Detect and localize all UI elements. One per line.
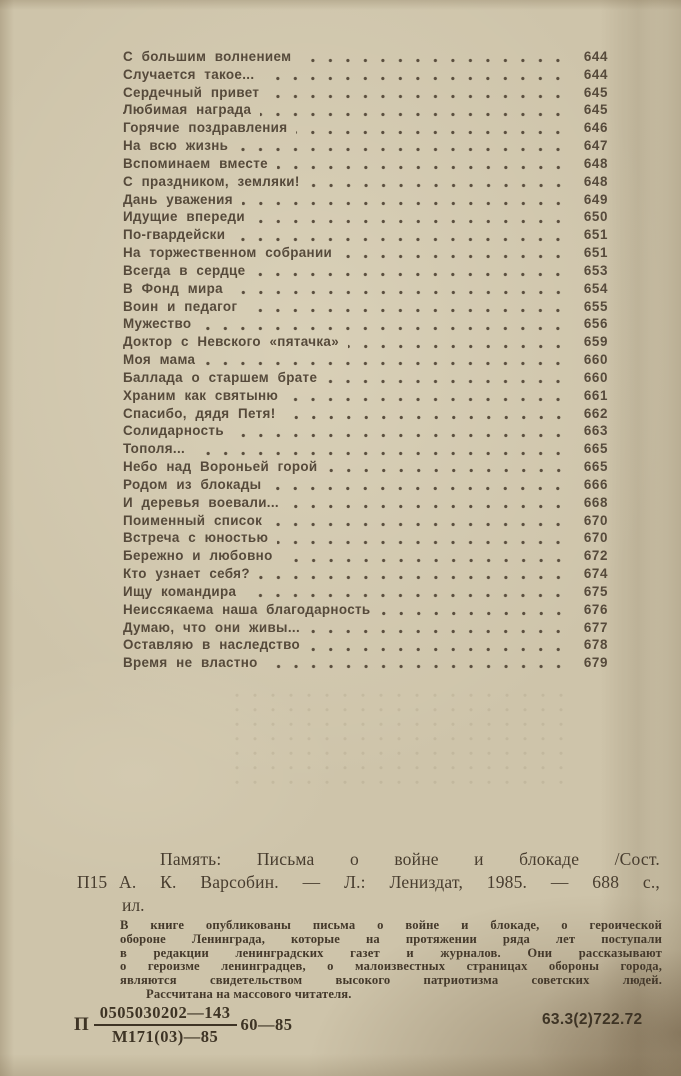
toc-entry-title: Небо над Вороньей горой <box>123 459 318 475</box>
toc-entry-page: 648 <box>583 173 608 189</box>
dot-leader <box>254 272 569 277</box>
dot-leader <box>245 593 569 598</box>
toc-entry-title: Поименный список <box>123 512 263 528</box>
toc-entry-page: 670 <box>583 512 608 528</box>
bibliography-title-line: Память: Письма о войне и блокаде /Сост. <box>160 849 660 869</box>
toc-entry-title: Вспоминаем вместе <box>123 155 268 171</box>
toc-entry-title: Всегда в сердце <box>123 262 246 278</box>
dot-leader <box>300 58 569 63</box>
toc-entry-page: 645 <box>583 102 608 118</box>
dot-leader <box>282 558 569 563</box>
toc-entry <box>123 209 608 227</box>
toc-entry-title: Любимая награда <box>123 102 252 118</box>
dot-leader <box>263 76 569 81</box>
toc-entry <box>123 85 608 103</box>
toc-entry-title: Бережно и любовно <box>123 548 273 564</box>
catalog-suffix: 60—85 <box>240 1015 293 1034</box>
toc-entry <box>123 370 608 388</box>
dot-leader <box>267 664 569 669</box>
toc-entry <box>123 637 608 655</box>
bibliography-code: П15 <box>77 872 108 892</box>
toc-entry-page: 653 <box>583 262 608 278</box>
toc-entry-page: 647 <box>583 138 608 154</box>
toc-entry <box>123 299 608 317</box>
toc-entry-page: 663 <box>583 423 608 439</box>
toc-entry-page: 679 <box>583 655 608 671</box>
toc-entry-page: 666 <box>583 476 608 492</box>
toc-entry <box>123 584 608 602</box>
toc-entry-page: 675 <box>583 583 608 599</box>
toc-entry-page: 662 <box>583 405 608 421</box>
toc-entry <box>123 174 608 192</box>
toc-entry-title: И деревья воевали... <box>123 494 279 510</box>
toc-entry <box>123 49 608 67</box>
dot-leader <box>242 201 569 206</box>
toc-entry-page: 665 <box>583 459 608 475</box>
dot-leader <box>232 290 569 295</box>
dot-leader <box>259 575 569 580</box>
dot-leader <box>194 451 569 456</box>
toc-entry-page: 661 <box>583 387 608 403</box>
toc-entry <box>123 192 608 210</box>
toc-entry-page: 676 <box>583 601 608 617</box>
dot-leader <box>204 361 569 366</box>
toc-entry-page: 655 <box>583 298 608 314</box>
dot-leader <box>288 504 569 509</box>
toc-entry-title: Дань уважения <box>123 191 233 207</box>
dot-leader <box>271 522 569 527</box>
dot-leader <box>326 379 569 384</box>
toc-entry <box>123 513 608 531</box>
toc-entry-page: 659 <box>583 334 608 350</box>
dot-leader <box>309 183 569 188</box>
catalog-numerator: 0505030202—143 <box>94 1003 237 1026</box>
toc-entry-page: 656 <box>583 316 608 332</box>
annotation-line: о героизме ленинградцев, о малоизвестных страницах обороны города, <box>120 959 662 974</box>
toc-entry <box>123 227 608 245</box>
toc-entry <box>123 138 608 156</box>
toc-entry-title: Тополя... <box>123 441 186 457</box>
toc-entry-title: Думаю, что они живы... <box>123 619 301 635</box>
toc-entry-title: В Фонд мира <box>123 280 223 296</box>
toc-entry <box>123 566 608 584</box>
toc-entry-title: Время не властно <box>123 655 258 671</box>
toc-entry-page: 672 <box>583 548 608 564</box>
toc-entry-page: 651 <box>583 245 608 261</box>
annotation-line: в редакции ленинградских газет и журналов. Они рассказывают <box>120 945 662 960</box>
toc-entry-title: Родом из блокады <box>123 476 262 492</box>
toc-entry-title: На всю жизнь <box>123 138 229 154</box>
toc-entry <box>123 548 608 566</box>
toc-entry-title: Воин и педагог <box>123 298 238 314</box>
toc-entry-title: Мужество <box>123 316 192 332</box>
toc-entry <box>123 495 608 513</box>
toc-entry-page: 649 <box>583 191 608 207</box>
toc-entry-page: 660 <box>583 369 608 385</box>
toc-entry <box>123 459 608 477</box>
toc-entry-title: По-гвардейски <box>123 227 226 243</box>
dot-leader <box>327 468 569 473</box>
toc-entry-title: Ищу командира <box>123 583 237 599</box>
toc-entry <box>123 423 608 441</box>
toc-entry <box>123 655 608 673</box>
dot-leader <box>287 397 569 402</box>
annotation-line: являются свидетельством высокого патриотизма советских людей. <box>120 973 662 987</box>
dot-leader <box>277 165 569 170</box>
dot-leader <box>200 326 569 331</box>
dot-leader <box>254 219 569 224</box>
toc-entry <box>123 281 608 299</box>
bibliography-ill-line: ил. <box>122 895 145 915</box>
dot-leader <box>234 237 569 242</box>
toc-entry-title: Сердечный привет <box>123 84 260 100</box>
bbk-classification-number: 63.3(2)722.72 <box>542 1011 643 1028</box>
annotation-line: В книге опубликованы письма о войне и блокаде, о героической <box>120 918 662 932</box>
dot-leader <box>309 647 569 652</box>
dot-leader <box>348 344 569 349</box>
annotation-lines <box>120 919 662 988</box>
toc-entry <box>123 67 608 85</box>
toc-entry-page: 644 <box>583 49 608 64</box>
toc-entry-title: Кто узнает себя? <box>123 566 250 582</box>
toc-entry-page: 644 <box>583 66 608 82</box>
toc-entry <box>123 334 608 352</box>
catalog-prefix: П <box>74 1014 89 1035</box>
toc-entry-title: С праздником, земляки! <box>123 173 300 189</box>
toc-entry-page: 670 <box>583 530 608 546</box>
toc-entry-title: Горячие поздравления <box>123 120 288 136</box>
toc-entry <box>123 245 608 263</box>
dot-leader <box>270 486 569 491</box>
dot-leader <box>237 147 569 152</box>
toc-entry-page: 677 <box>583 619 608 635</box>
toc-entry-page: 665 <box>583 441 608 457</box>
toc-entry-page: 646 <box>583 120 608 136</box>
toc-entry <box>123 156 608 174</box>
toc-entry <box>123 620 608 638</box>
show-through-dots <box>228 688 566 784</box>
toc-entry-title: Моя мама <box>123 352 196 368</box>
toc-entry-title: Баллада о старшем брате <box>123 369 318 385</box>
toc-entry <box>123 352 608 370</box>
toc-entry <box>123 530 608 548</box>
toc-entry <box>123 102 608 120</box>
toc-entry-page: 654 <box>583 280 608 296</box>
dot-leader <box>341 254 569 259</box>
toc-entry-title: Солидарность <box>123 423 224 439</box>
toc-entry-page: 645 <box>583 84 608 100</box>
toc-entry-title: Спасибо, дядя Петя! <box>123 405 276 421</box>
dot-leader <box>233 433 569 438</box>
toc-entry <box>123 388 608 406</box>
catalog-denominator: М171(03)—85 <box>111 1027 219 1046</box>
toc-entry-title: Оставляю в наследство <box>123 637 301 653</box>
toc-entry <box>123 120 608 138</box>
toc-entry-title: Встреча с юностью <box>123 530 269 546</box>
toc-entry-title: Доктор с Невского «пятачка» <box>123 334 340 350</box>
annotation-line: обороне Ленинграда, которые на протяжении ряда лет поступали <box>120 931 662 946</box>
dot-leader <box>285 415 570 420</box>
toc-entry-page: 668 <box>583 494 608 510</box>
annotation-paragraph <box>120 919 662 1002</box>
toc-entry-title: Неиссякаема наша благодарность <box>123 601 371 617</box>
toc-entry-title: Идущие впереди <box>123 209 245 225</box>
toc-entry-page: 674 <box>583 566 608 582</box>
dot-leader <box>380 611 570 616</box>
toc-entry-page: 648 <box>583 155 608 171</box>
table-of-contents <box>123 49 608 673</box>
toc-entry-title: Храним как святыню <box>123 387 279 403</box>
toc-entry-page: 660 <box>583 352 608 368</box>
toc-entry <box>123 441 608 459</box>
toc-entry-page: 678 <box>583 637 608 653</box>
dot-leader <box>309 629 569 634</box>
toc-entry-title: На торжественном собрании <box>123 245 333 261</box>
dot-leader <box>268 94 569 99</box>
dot-leader <box>277 540 569 545</box>
toc-entry <box>123 602 608 620</box>
toc-entry <box>123 316 608 334</box>
catalog-formula <box>74 1003 293 1047</box>
toc-entry-title: Случается такое... <box>123 66 255 82</box>
dot-leader <box>246 308 569 313</box>
dot-leader <box>260 112 569 117</box>
toc-entry-page: 651 <box>583 227 608 243</box>
toc-entry-page: 650 <box>583 209 608 225</box>
dot-leader <box>296 130 569 135</box>
annotation-footer: Рассчитана на массового читателя. <box>146 986 352 1001</box>
bibliography-author-line: А. К. Варсобин. — Л.: Лениздат, 1985. — 688 с., <box>119 872 660 892</box>
toc-entry-title: С большим волнением <box>123 49 292 64</box>
toc-entry <box>123 477 608 495</box>
toc-entry <box>123 263 608 281</box>
catalog-fraction <box>94 1003 237 1047</box>
toc-entry <box>123 406 608 424</box>
